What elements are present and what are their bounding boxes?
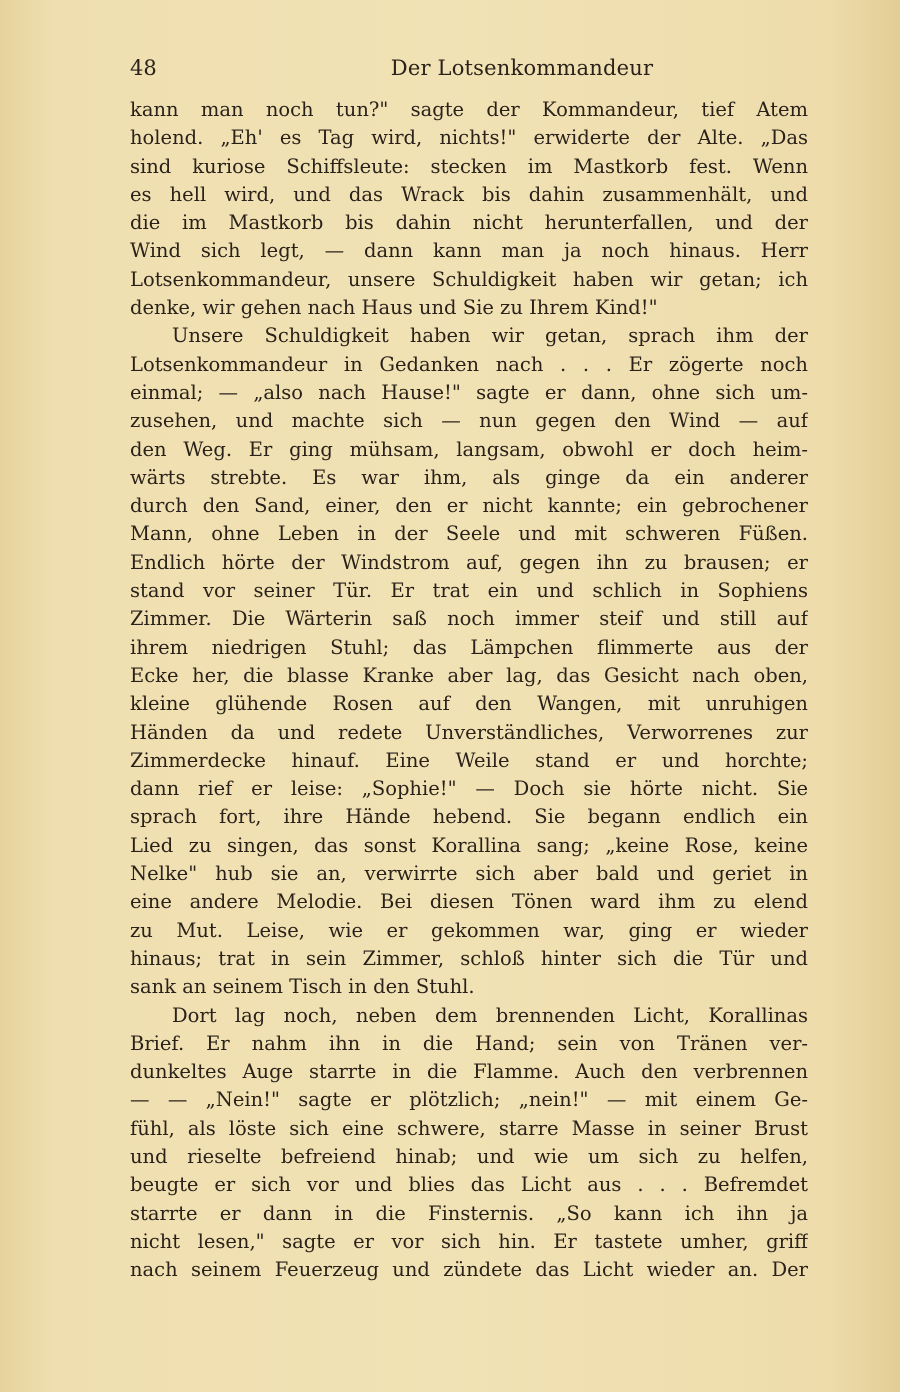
- text-line: Mann, ohne Leben in der Seele und mit schweren Füßen.: [130, 522, 808, 546]
- text-line: kleine glühende Rosen auf den Wangen, mit unruhigen: [130, 692, 808, 716]
- text-line: Lied zu singen, das sonst Korallina sang; „keine Rose, keine: [130, 833, 808, 857]
- text-line: ihrem niedrigen Stuhl; das Lämpchen flimmerte aus der: [130, 635, 808, 659]
- text-line: Zimmerdecke hinauf. Eine Weile stand er und horchte;: [130, 748, 808, 772]
- text-line: beugte er sich vor und blies das Licht aus . . . Befremdet: [130, 1173, 808, 1197]
- text-line: und rieselte befreiend hinab; und wie um sich zu helfen,: [130, 1144, 808, 1168]
- text-line: hinaus; trat in sein Zimmer, schloß hinter sich die Tür und: [130, 946, 808, 970]
- text-line: Lotsenkommandeur, unsere Schuldigkeit haben wir getan; ich: [130, 267, 808, 291]
- text-line: Händen da und redete Unverständliches, Verworrenes zur: [130, 720, 808, 744]
- text-line: stand vor seiner Tür. Er trat ein und schlich in Sophiens: [130, 579, 808, 603]
- text-line: wärts strebte. Es war ihm, als ginge da ein anderer: [130, 465, 808, 489]
- text-line: starrte er dann in die Finsternis. „So kann ich ihn ja: [130, 1201, 808, 1225]
- text-line: kann man noch tun?" sagte der Kommandeur, tief Atem: [130, 98, 808, 121]
- text-line: Nelke" hub sie an, verwirrte sich aber bald und geriet in: [130, 862, 808, 886]
- text-line: fühl, als löste sich eine schwere, starre Masse in seiner Brust: [130, 1116, 808, 1140]
- text-line: Zimmer. Die Wärterin saß noch immer steif und still auf: [130, 607, 808, 631]
- text-line: dann rief er leise: „Sophie!" — Doch sie hörte nicht. Sie: [130, 777, 808, 801]
- text-line: nicht lesen," sagte er vor sich hin. Er tastete umher, griff: [130, 1229, 808, 1253]
- text-line: dunkeltes Auge starrte in die Flamme. Auch den verbrennen: [130, 1060, 808, 1084]
- text-line: Unsere Schuldigkeit haben wir getan, sprach ihm der: [172, 324, 808, 348]
- text-line: sind kuriose Schiffsleute: stecken im Mastkorb fest. Wenn: [130, 154, 808, 178]
- text-line: nach seinem Feuerzeug und zündete das Licht wieder an. Der: [130, 1258, 808, 1282]
- text-line: zusehen, und machte sich — nun gegen den Wind — auf: [130, 409, 808, 433]
- text-line: sprach fort, ihre Hände hebend. Sie begann endlich ein: [130, 805, 808, 829]
- text-line: — — „Nein!" sagte er plötzlich; „nein!" — mit einem Ge-: [130, 1088, 808, 1112]
- text-line: Ecke her, die blasse Kranke aber lag, das Gesicht nach oben,: [130, 663, 808, 687]
- text-line: Wind sich legt, — dann kann man ja noch hinaus. Herr: [130, 239, 808, 263]
- text-line: zu Mut. Leise, wie er gekommen war, ging er wieder: [130, 918, 808, 942]
- text-line: durch den Sand, einer, den er nicht kannte; ein gebrochener: [130, 494, 808, 518]
- text-line: einmal; — „also nach Hause!" sagte er dann, ohne sich um-: [130, 380, 808, 404]
- text-line: sank an seinem Tisch in den Stuhl.: [130, 975, 475, 999]
- page-header: [130, 52, 806, 84]
- text-line: eine andere Melodie. Bei diesen Tönen ward ihm zu elend: [130, 890, 808, 914]
- text-line: Dort lag noch, neben dem brennenden Licht, Korallinas: [172, 1003, 808, 1027]
- page-number: 48: [130, 56, 157, 80]
- text-line: Endlich hörte der Windstrom auf, gegen ihn zu brausen; er: [130, 550, 808, 574]
- text-line: den Weg. Er ging mühsam, langsam, obwohl er doch heim-: [130, 437, 808, 461]
- text-line: es hell wird, und das Wrack bis dahin zusammenhält, und: [130, 182, 808, 206]
- text-line: denke, wir gehen nach Haus und Sie zu Ihrem Kind!": [130, 296, 658, 320]
- text-line: Lotsenkommandeur in Gedanken nach . . . Er zögerte noch: [130, 352, 808, 376]
- body-text: [130, 96, 808, 1284]
- text-line: die im Mastkorb bis dahin nicht herunterfallen, und der: [130, 211, 808, 235]
- running-title: Der Lotsenkommandeur: [390, 56, 654, 80]
- text-line: holend. „Eh' es Tag wird, nichts!" erwiderte der Alte. „Das: [130, 126, 808, 150]
- text-line: Brief. Er nahm ihn in die Hand; sein von Tränen ver-: [130, 1031, 808, 1055]
